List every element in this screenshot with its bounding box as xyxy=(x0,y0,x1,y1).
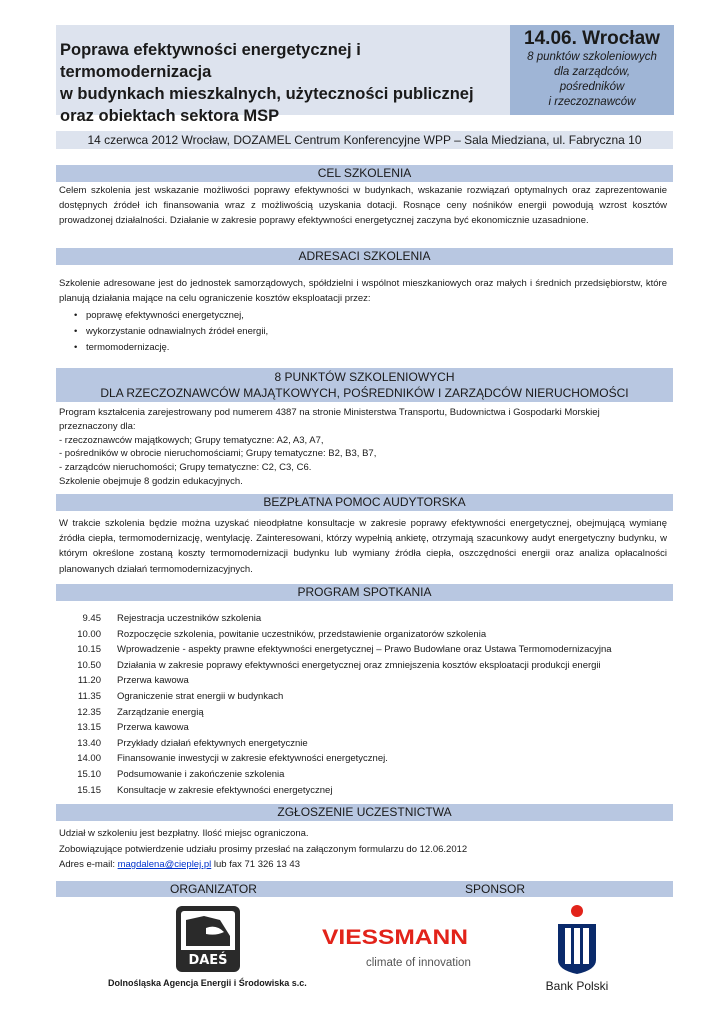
program-row xyxy=(56,720,673,736)
list-item: • wykorzystanie odnawialnych źródeł energii, xyxy=(72,324,632,340)
pko-bank-logo xyxy=(540,904,620,994)
bank-name: Bank Polski xyxy=(545,979,609,993)
program-time: 14.00 xyxy=(77,753,101,765)
section-heading-pomoc: BEZPŁATNA POMOC AUDYTORSKA xyxy=(56,494,673,511)
section-heading-zgloszenie: ZGŁOSZENIE UCZESTNICTWA xyxy=(56,804,673,821)
daes-logo-text: DAEŚ xyxy=(188,953,228,968)
program-row xyxy=(56,705,673,721)
punkty-line: Szkolenie obejmuje 8 godzin edukacyjnych. xyxy=(59,475,243,487)
program-time: 13.15 xyxy=(77,722,101,734)
title-line-2: w budynkach mieszkalnych, użyteczności publicznej xyxy=(60,85,474,103)
list-item: • termomodernizację. xyxy=(72,340,632,356)
program-time: 11.35 xyxy=(77,690,101,702)
footer-label-bar xyxy=(56,881,673,897)
title-line-3: oraz obiektach sektora MSP xyxy=(60,107,280,125)
program-desc: Działania w zakresie poprawy efektywności energetycznej oraz zmniejszenia kosztów eksploatacji produkcji energii xyxy=(117,659,601,671)
location-bar: 14 czerwca 2012 Wrocław, DOZAMEL Centrum Konferencyjne WPP – Sala Miedziana, ul. Fabryczna 10 xyxy=(56,131,673,149)
program-desc: Przerwa kawowa xyxy=(117,675,189,687)
program-row xyxy=(56,627,673,643)
program-time: 15.15 xyxy=(77,784,101,796)
punkty-line: Program kształcenia zarejestrowany pod numerem 4387 na stronie Ministerstwa Transportu, Budownictwa i Gospodarki Morskiej xyxy=(59,407,600,418)
punkty-line: - rzeczoznawców majątkowych; Grupy tematyczne: A2, A3, A7, xyxy=(59,434,324,446)
program-row xyxy=(56,689,673,705)
organizer-label: ORGANIZATOR xyxy=(170,882,257,896)
program-desc: Finansowanie inwestycji w zakresie efektywności energetycznej. xyxy=(117,753,388,765)
list-item: • poprawę efektywności energetycznej, xyxy=(72,308,632,324)
program-desc: Zarządzanie energią xyxy=(117,706,204,718)
program-desc: Ograniczenie strat energii w budynkach xyxy=(117,690,284,702)
section-heading-punkty xyxy=(56,368,673,402)
program-time: 10.15 xyxy=(77,644,101,656)
subtitle-line-1: 8 punktów szkoleniowych xyxy=(527,51,657,63)
program-row xyxy=(56,611,673,627)
subtitle-line-2: dla zarządców, xyxy=(553,66,631,78)
program-time: 13.40 xyxy=(77,737,101,749)
title-line-1: Poprawa efektywności energetycznej i termomodernizacja xyxy=(60,41,361,81)
punkty-line: przeznaczony dla: xyxy=(59,420,136,432)
pomoc-text: W trakcie szkolenia będzie można uzyskać nieodpłatne konsultacje w zakresie poprawy efektywności energetycznej, obejmującą wymianę źródła ciepła, termomodernizację, wentylację. Zainteresowani, którzy wypełnią ankietę, otrzymają szacunkowy audyt energetyczny budynku, w którym określone zostaną koszty termomodernizacji budynku lub wymiany źródła ciepła, oszczędności energii oraz analiza opłacalności planowanych działań termomodernizacyjnych. xyxy=(59,518,667,575)
daes-logo-icon xyxy=(176,906,240,972)
cel-text: Celem szkolenia jest wskazanie możliwości poprawy efektywności w budynkach, wskazanie rozwiązań optymalnych oraz zaprezentowanie dostępnych źródeł ich finansowania wraz z możliwością uzyskania dotacji. Rosnące ceny nośników energii powodują wzrost kosztów prowadzonej działalności. Działanie w zakresie poprawy efektywności energetycznej zaczyna być ekonomicznie uzasadnione. xyxy=(59,185,667,227)
punkty-heading-line-1: 8 PUNKTÓW SZKOLENIOWYCH xyxy=(274,370,455,384)
address-prefix: Adres e-mail: xyxy=(59,859,118,870)
program-list xyxy=(56,611,673,798)
program-time: 10.50 xyxy=(77,659,101,671)
program-desc: Przerwa kawowa xyxy=(117,722,189,734)
subtitle-line-4: i rzeczoznawców xyxy=(548,96,636,108)
punkty-line: - pośredników w obrocie nieruchomościami; Grupy tematyczne: B2, B3, B7, xyxy=(59,448,377,460)
address-suffix: lub fax 71 326 13 43 xyxy=(211,859,300,870)
viessmann-logo xyxy=(322,924,472,970)
program-time: 15.10 xyxy=(77,768,101,780)
email-link[interactable]: magdalena@cieplej.pl xyxy=(117,859,212,870)
section-heading-program: PROGRAM SPOTKANIA xyxy=(56,584,673,601)
header-date-box xyxy=(510,25,674,115)
program-row xyxy=(56,673,673,689)
daes-logo xyxy=(176,906,240,972)
program-time: 11.20 xyxy=(77,675,101,687)
program-row xyxy=(56,658,673,674)
adresaci-text: Szkolenie adresowane jest do jednostek samorządowych, spółdzielni i wspólnot mieszkaniowych oraz małych i średnich przedsiębiorstw, które planują działania mające na celu ograniczenie kosztów eksploatacji przez: xyxy=(59,278,667,305)
program-desc: Wprowadzenie - aspekty prawne efektywności energetycznej – Prawo Budowlane oraz Ustawa Termomodernizacyjna xyxy=(117,644,612,656)
section-heading-cel: CEL SZKOLENIA xyxy=(56,165,673,182)
program-desc: Konsultacje w zakresie efektywności energetycznej xyxy=(117,784,333,796)
program-time: 10.00 xyxy=(77,628,101,640)
program-row xyxy=(56,642,673,658)
viessmann-wordmark: VIESSMANN xyxy=(322,926,468,949)
punkty-heading-line-2: DLA RZECZOZNAWCÓW MAJĄTKOWYCH, POŚREDNIKÓW I ZARZĄDCÓW NIERUCHOMOŚCI xyxy=(100,386,629,400)
zgloszenie-line-1: Udział w szkoleniu jest bezpłatny. Ilość miejsc ograniczona. xyxy=(59,828,309,839)
zgloszenie-address xyxy=(59,857,667,873)
sponsor-label: SPONSOR xyxy=(465,882,526,896)
program-row xyxy=(56,783,673,799)
zgloszenie-text xyxy=(59,826,667,873)
organizer-name: Dolnośląska Agencja Energii i Środowiska s.c. xyxy=(108,978,307,988)
zgloszenie-line-2: Zobowiązujące potwierdzenie udziału prosimy przesłać na załączonym formularzu do 12.06.2012 xyxy=(59,843,468,855)
program-desc: Rejestracja uczestników szkolenia xyxy=(117,613,262,624)
program-row xyxy=(56,767,673,783)
program-row xyxy=(56,736,673,752)
program-desc: Rozpoczęcie szkolenia, powitanie uczestników, przedstawienie organizatorów szkolenia xyxy=(117,628,487,640)
program-time: 12.35 xyxy=(77,706,101,718)
program-time: 9.45 xyxy=(82,613,101,624)
header xyxy=(56,25,674,125)
date-city: 14.06. Wrocław xyxy=(524,28,660,49)
pko-logo-icon xyxy=(540,904,620,994)
header-title-box xyxy=(56,25,510,125)
adresaci-list xyxy=(72,308,632,356)
viessmann-tagline: climate of innovation xyxy=(366,957,471,969)
section-heading-adresaci: ADRESACI SZKOLENIA xyxy=(56,248,673,265)
program-desc: Przykłady działań efektywnych energetycznie xyxy=(117,737,308,749)
viessmann-logo-icon xyxy=(322,924,472,970)
punkty-text xyxy=(59,406,667,489)
subtitle-line-3: pośredników xyxy=(559,81,625,93)
program-row xyxy=(56,751,673,767)
program-desc: Podsumowanie i zakończenie szkolenia xyxy=(117,768,285,780)
punkty-line: - zarządców nieruchomości; Grupy tematyczne: C2, C3, C6. xyxy=(59,462,312,474)
